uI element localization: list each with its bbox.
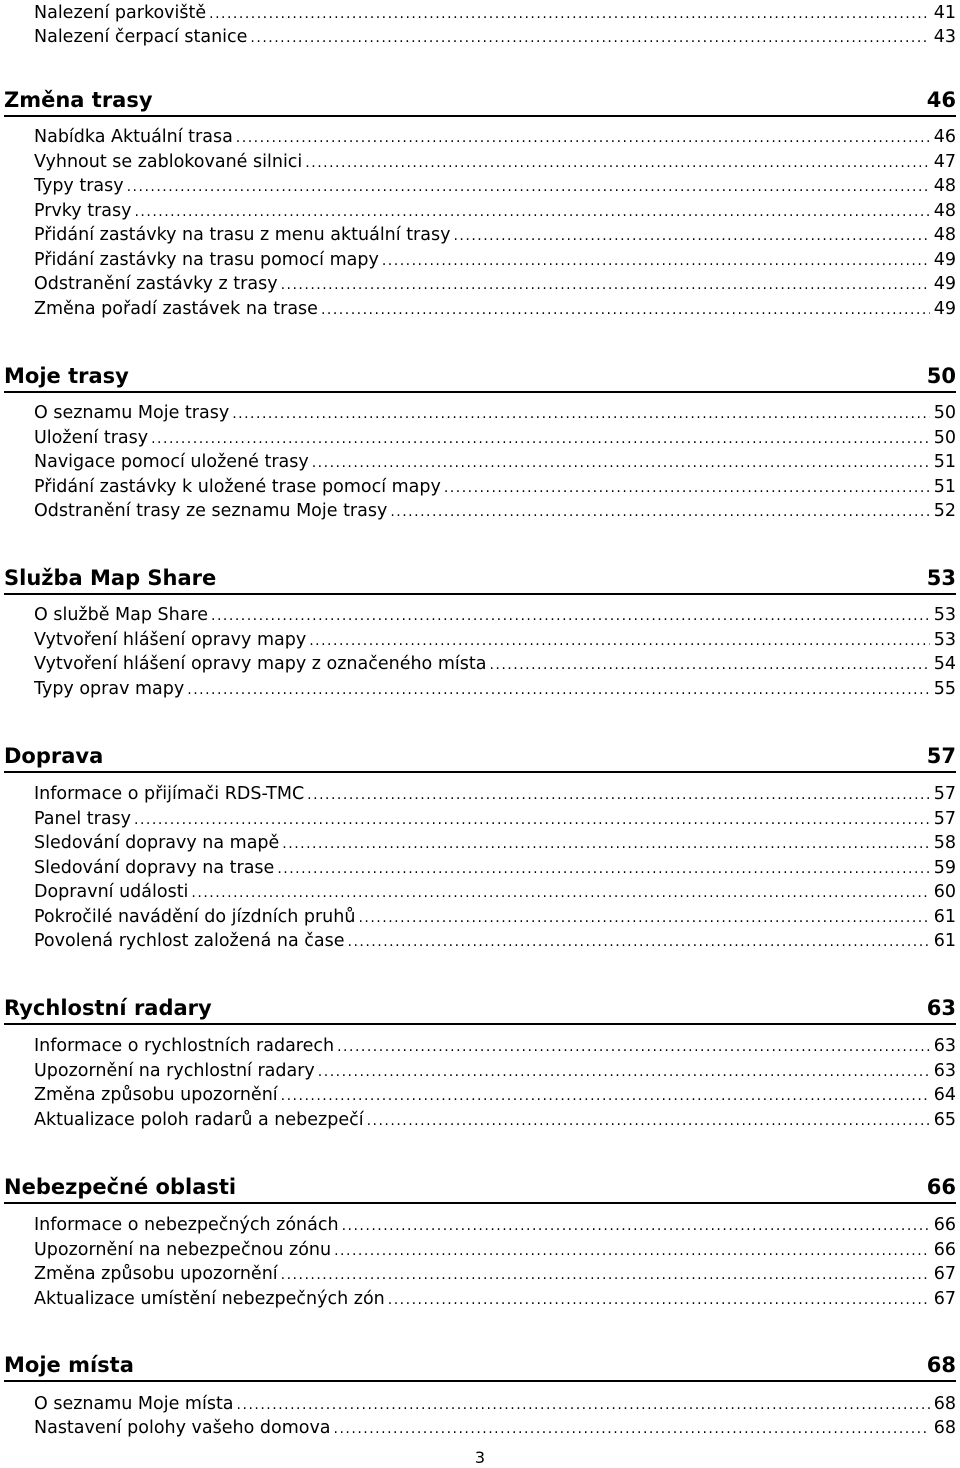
toc-entry-title: Upozornění na rychlostní radary <box>34 1061 315 1081</box>
toc-dot-leader <box>382 251 930 271</box>
toc-entry[interactable] <box>34 0 956 24</box>
toc-dot-leader <box>318 1062 930 1082</box>
toc-entry[interactable] <box>34 247 956 271</box>
toc-dot-leader <box>282 834 929 854</box>
toc-section-heading[interactable] <box>4 992 956 1025</box>
toc-entry-page: 48 <box>933 225 956 245</box>
toc-entry-page: 66 <box>933 1240 956 1260</box>
toc-entry-title: Odstranění trasy ze seznamu Moje trasy <box>34 501 388 521</box>
toc-dot-leader <box>209 4 930 24</box>
toc-dot-leader <box>281 275 930 295</box>
toc-entry-title: Aktualizace umístění nebezpečných zón <box>34 1289 385 1309</box>
toc-entry[interactable] <box>34 781 956 805</box>
toc-entry-title: Navigace pomocí uložené trasy <box>34 452 309 472</box>
toc-entry-page: 53 <box>933 605 956 625</box>
toc-dot-leader <box>134 810 930 830</box>
toc-entry-title: Prvky trasy <box>34 201 132 221</box>
toc-entry[interactable] <box>34 24 956 48</box>
toc-entry-title: O seznamu Moje místa <box>34 1394 234 1414</box>
toc-dot-leader <box>277 859 929 879</box>
toc-entry[interactable] <box>34 1107 956 1131</box>
toc-entry-title: Informace o rychlostních radarech <box>34 1036 335 1056</box>
toc-entry[interactable] <box>34 1237 956 1261</box>
toc-entry[interactable] <box>34 149 956 173</box>
toc-dot-leader <box>237 1395 930 1415</box>
page-number: 3 <box>474 1448 486 1467</box>
toc-entry-page: 52 <box>933 501 956 521</box>
toc-section-heading[interactable] <box>4 360 956 393</box>
toc-entry-page: 50 <box>933 428 956 448</box>
toc-entry-title: Přidání zastávky na trasu z menu aktuální trasy <box>34 225 451 245</box>
toc-section-heading[interactable] <box>4 1171 956 1204</box>
toc-section-heading[interactable] <box>4 1349 956 1382</box>
toc-entry[interactable] <box>34 928 956 952</box>
toc-entry-page: 50 <box>933 403 956 423</box>
toc-entry-title: Informace o přijímači RDS-TMC <box>34 784 305 804</box>
toc-dot-leader <box>388 1290 930 1310</box>
toc-dot-leader <box>444 478 930 498</box>
toc-entry-title: Aktualizace poloh radarů a nebezpečí <box>34 1110 364 1130</box>
toc-section-heading[interactable] <box>4 562 956 595</box>
toc-entry-title: Upozornění na nebezpečnou zónu <box>34 1240 332 1260</box>
toc-entry[interactable] <box>34 627 956 651</box>
toc-entry-page: 48 <box>933 201 956 221</box>
toc-entry-title: Sledování dopravy na trase <box>34 858 275 878</box>
toc-entry-page: 68 <box>933 1418 956 1438</box>
toc-entry-page: 57 <box>933 809 956 829</box>
toc-entry-page: 55 <box>933 679 956 699</box>
toc-entry[interactable] <box>34 173 956 197</box>
toc-entry-title: Nalezení parkoviště <box>34 3 207 23</box>
toc-entry-title: Povolená rychlost založená na čase <box>34 931 345 951</box>
toc-dot-leader <box>281 1265 930 1285</box>
toc-dot-leader <box>187 680 929 700</box>
toc-section-page: 53 <box>926 566 956 590</box>
toc-section-page: 46 <box>926 88 956 112</box>
toc-dot-leader <box>334 1419 930 1439</box>
toc-section-title: Doprava <box>4 744 104 768</box>
toc-entry[interactable] <box>34 904 956 928</box>
toc-entry[interactable] <box>34 271 956 295</box>
toc-entry[interactable] <box>34 1058 956 1082</box>
toc-section-heading[interactable] <box>4 84 956 117</box>
toc-entry[interactable] <box>34 1261 956 1285</box>
toc-entry-title: Změna způsobu upozornění <box>34 1264 278 1284</box>
toc-section-title: Změna trasy <box>4 88 153 112</box>
toc-dot-leader <box>211 606 930 626</box>
toc-entry-page: 61 <box>933 931 956 951</box>
toc-entry-title: Změna pořadí zastávek na trase <box>34 299 318 319</box>
toc-entry-title: Informace o nebezpečných zónách <box>34 1215 339 1235</box>
toc-entry-page: 54 <box>933 654 956 674</box>
toc-entry-title: Sledování dopravy na mapě <box>34 833 280 853</box>
toc-section-title: Rychlostní radary <box>4 996 212 1020</box>
toc-entry[interactable] <box>34 806 956 830</box>
toc-entry-page: 47 <box>933 152 956 172</box>
toc-entry[interactable] <box>34 1391 956 1415</box>
toc-entry[interactable] <box>34 1415 956 1439</box>
toc-entry-page: 66 <box>933 1215 956 1235</box>
toc-entry-page: 65 <box>933 1110 956 1130</box>
toc-section-page: 63 <box>926 996 956 1020</box>
toc-section-title: Moje trasy <box>4 364 129 388</box>
toc-entry[interactable] <box>34 474 956 498</box>
toc-entry-page: 41 <box>933 3 956 23</box>
toc-entry-page: 46 <box>933 127 956 147</box>
toc-section-page: 57 <box>926 744 956 768</box>
toc-entry-page: 58 <box>933 833 956 853</box>
toc-dot-leader <box>334 1241 930 1261</box>
toc-entry[interactable] <box>34 602 956 626</box>
toc-entry[interactable] <box>34 1033 956 1057</box>
toc-entry-title: Pokročilé navádění do jízdních pruhů <box>34 907 356 927</box>
toc-dot-leader <box>309 631 930 651</box>
toc-entry-title: Přidání zastávky na trasu pomocí mapy <box>34 250 379 270</box>
toc-entry[interactable] <box>34 124 956 148</box>
toc-entry-page: 67 <box>933 1264 956 1284</box>
toc-section-title: Moje místa <box>4 1353 134 1377</box>
toc-entry[interactable] <box>34 879 956 903</box>
toc-entry-page: 51 <box>933 452 956 472</box>
toc-entry-page: 64 <box>933 1085 956 1105</box>
toc-entry-title: Změna způsobu upozornění <box>34 1085 278 1105</box>
toc-entry-title: O službě Map Share <box>34 605 209 625</box>
toc-dot-leader <box>358 908 929 928</box>
toc-entry-page: 49 <box>933 274 956 294</box>
toc-dot-leader <box>453 226 929 246</box>
toc-section-title: Služba Map Share <box>4 566 217 590</box>
toc-section-page: 50 <box>926 364 956 388</box>
toc-dot-leader <box>127 177 930 197</box>
toc-dot-leader <box>134 202 929 222</box>
toc-entry-title: Panel trasy <box>34 809 132 829</box>
toc-entry[interactable] <box>34 498 956 522</box>
toc-dot-leader <box>489 655 929 675</box>
toc-entry-title: Přidání zastávky k uložené trase pomocí mapy <box>34 477 441 497</box>
toc-entry[interactable] <box>34 400 956 424</box>
toc-entry-title: Nastavení polohy vašeho domova <box>34 1418 331 1438</box>
toc-dot-leader <box>307 785 930 805</box>
toc-entry-title: Nabídka Aktuální trasa <box>34 127 233 147</box>
toc-dot-leader <box>250 28 929 48</box>
toc-entry[interactable] <box>34 449 956 473</box>
toc-entry-title: Dopravní události <box>34 882 189 902</box>
toc-entry[interactable] <box>34 830 956 854</box>
toc-entry[interactable] <box>34 855 956 879</box>
toc-entry-title: Nalezení čerpací stanice <box>34 27 248 47</box>
toc-entry-title: O seznamu Moje trasy <box>34 403 230 423</box>
toc-dot-leader <box>321 300 930 320</box>
toc-entry-page: 63 <box>933 1036 956 1056</box>
toc-dot-leader <box>390 502 929 522</box>
toc-entry-page: 59 <box>933 858 956 878</box>
toc-entry-title: Odstranění zastávky z trasy <box>34 274 278 294</box>
toc-entry-title: Vytvoření hlášení opravy mapy z označeného místa <box>34 654 487 674</box>
toc-entry[interactable] <box>34 676 956 700</box>
toc-dot-leader <box>367 1111 930 1131</box>
toc-dot-leader <box>337 1037 930 1057</box>
toc-dot-leader <box>236 128 930 148</box>
toc-section-page: 66 <box>926 1175 956 1199</box>
toc-entry-page: 53 <box>933 630 956 650</box>
toc-section-title: Nebezpečné oblasti <box>4 1175 237 1199</box>
toc-entry[interactable] <box>34 222 956 246</box>
toc-entry-page: 61 <box>933 907 956 927</box>
toc-dot-leader <box>348 932 930 952</box>
toc-entry-page: 51 <box>933 477 956 497</box>
toc-entry-page: 43 <box>933 27 956 47</box>
toc-entry[interactable] <box>34 1082 956 1106</box>
toc-dot-leader <box>305 153 929 173</box>
toc-dot-leader <box>312 453 930 473</box>
toc-entry[interactable] <box>34 651 956 675</box>
toc-entry[interactable] <box>34 198 956 222</box>
toc-dot-leader <box>151 429 930 449</box>
toc-entry-title: Typy oprav mapy <box>34 679 185 699</box>
toc-entry-page: 67 <box>933 1289 956 1309</box>
toc-entry-title: Typy trasy <box>34 176 124 196</box>
toc-entry-page: 48 <box>933 176 956 196</box>
toc-entry[interactable] <box>34 296 956 320</box>
toc-entry-page: 60 <box>933 882 956 902</box>
toc-entry-page: 49 <box>933 299 956 319</box>
toc-entry-title: Vytvoření hlášení opravy mapy <box>34 630 307 650</box>
toc-dot-leader <box>281 1086 930 1106</box>
toc-entry[interactable] <box>34 425 956 449</box>
toc-entry-page: 63 <box>933 1061 956 1081</box>
toc-entry-page: 68 <box>933 1394 956 1414</box>
toc-entry[interactable] <box>34 1212 956 1236</box>
toc-entry-page: 49 <box>933 250 956 270</box>
toc-dot-leader <box>232 404 930 424</box>
toc-section-heading[interactable] <box>4 740 956 773</box>
toc-dot-leader <box>342 1216 930 1236</box>
toc-entry[interactable] <box>34 1286 956 1310</box>
toc-entry-page: 57 <box>933 784 956 804</box>
toc-entry-title: Uložení trasy <box>34 428 149 448</box>
toc-entry-title: Vyhnout se zablokované silnici <box>34 152 303 172</box>
toc-section-page: 68 <box>926 1353 956 1377</box>
toc-dot-leader <box>191 883 929 903</box>
